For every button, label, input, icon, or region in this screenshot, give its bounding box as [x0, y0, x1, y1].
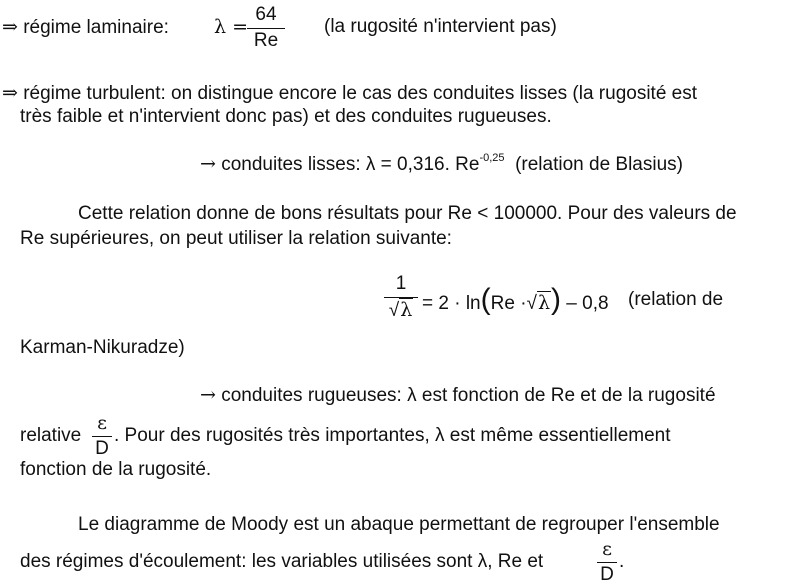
right-arrow-icon: →	[200, 153, 216, 175]
moody-line-1: Le diagramme de Moody est un abaque permettant de regrouper l'ensemble	[78, 514, 720, 535]
laminar-denominator: Re	[253, 30, 279, 51]
implies-arrow-icon: ⇒	[2, 16, 18, 38]
para1-line-1: Cette relation donne de bons résultats pour Re < 100000. Pour des valeurs de	[78, 203, 737, 224]
karman-numerator: 1	[384, 273, 418, 298]
lisses-note: (relation de Blasius)	[515, 154, 683, 175]
karman-fraction	[384, 273, 418, 322]
rugueuses-fraction: $\frac{\varepsilon}{D}$	[92, 412, 112, 460]
rugueuses-line-1: → conduites rugueuses: λ est fonction de Re et de la rugosité	[200, 384, 716, 406]
moody-end: .	[619, 551, 625, 572]
turbulent-line-1: ⇒ régime turbulent: on distingue encore le cas des conduites lisses (la rugosité est	[2, 82, 698, 104]
karman-denominator: √λ	[388, 299, 413, 321]
right-arrow-icon: →	[200, 384, 216, 406]
turbulent-line-2: très faible et n'intervient donc pas) et des conduites rugueuses.	[20, 106, 552, 127]
moody-fraction: $\frac{\varepsilon}{D}$	[597, 538, 617, 586]
karman-note: (relation de	[628, 289, 724, 310]
rugueuses-line-3: fonction de la rugosité.	[20, 459, 212, 480]
laminar-note: (la rugosité n'intervient pas)	[324, 16, 557, 37]
rugueuses-relative: relative	[20, 425, 82, 446]
moody-line-2: des régimes d'écoulement: les variables utilisées sont λ, Re et	[20, 551, 544, 572]
lisses-line	[200, 153, 683, 178]
para1-line-2: Re supérieures, on peut utiliser la relation suivante:	[20, 228, 452, 249]
laminar-fraction	[247, 4, 285, 52]
implies-arrow-icon: ⇒	[2, 82, 18, 104]
rugueuses-line-2: . Pour des rugosités très importantes, λ est même essentiellement	[114, 425, 671, 446]
laminar-numerator: 64	[247, 4, 285, 29]
karman-rhs: = 2 · ln(Re ·√λ) – 0,8	[422, 283, 609, 316]
lisses-formula: conduites lisses: λ = 0,316. Re	[221, 154, 480, 175]
laminar-label: régime laminaire:	[23, 17, 169, 38]
lisses-exponent: -0,25	[479, 152, 505, 164]
karman-note-cont: Karman-Nikuradze)	[20, 337, 185, 358]
laminar-lhs: λ =	[214, 16, 249, 38]
laminar-line	[2, 16, 169, 39]
